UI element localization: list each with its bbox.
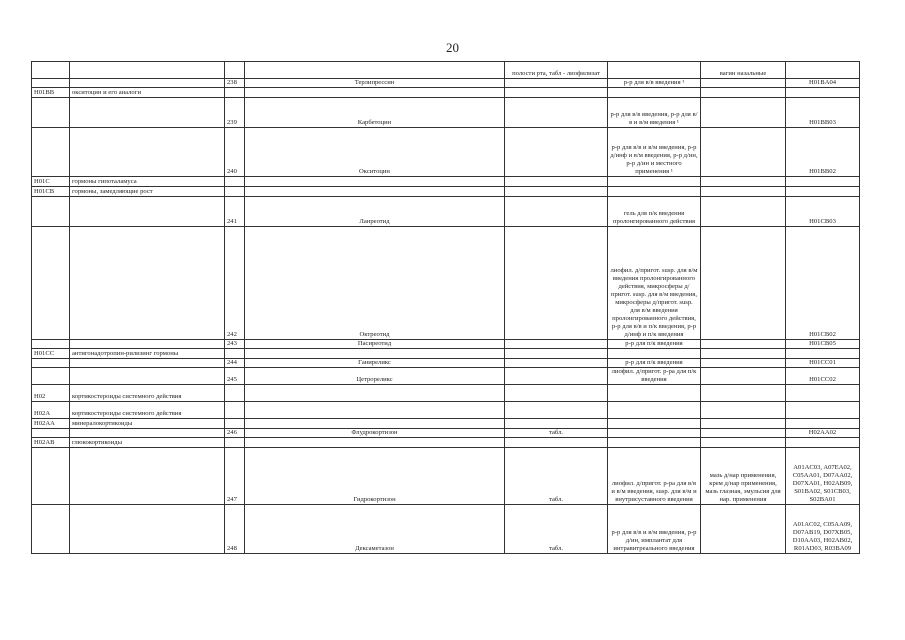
cell-f2 [608,385,701,402]
cell-group [70,429,225,438]
table-row [32,349,860,359]
cell-code: H02AB [32,438,70,448]
cell-code [32,448,70,505]
cell-no: 243 [225,340,245,349]
cell-f2 [608,402,701,419]
table-row [32,187,860,197]
table-row [32,359,860,368]
cell-f3 [701,429,786,438]
cell-atc: H02AA02 [786,429,860,438]
cell-f1 [505,128,608,177]
cell-no [225,438,245,448]
cell-atc: H01BA04 [786,79,860,88]
cell-no [225,419,245,429]
cell-f1: табл. [505,505,608,554]
cell-no: 238 [225,79,245,88]
cell-group [70,79,225,88]
cell-group: гормоны, замедляющие рост [70,187,225,197]
cell-code [32,368,70,385]
cell-f3 [701,438,786,448]
cell-code [32,429,70,438]
cell-no: 248 [225,505,245,554]
cell-f1 [505,98,608,128]
cell-no: 239 [225,98,245,128]
cell-f2 [608,349,701,359]
cell-f2: р-р для в/в введения ¹ [608,79,701,88]
cell-f2 [608,187,701,197]
cell-group [70,62,225,79]
cell-code [32,98,70,128]
cell-name [245,402,505,419]
cell-f3: мазь д/нар применения, крем д/нар применения, мазь глазная, эмульсия для нар. применения [701,448,786,505]
cell-f1 [505,368,608,385]
cell-no [225,62,245,79]
cell-no: 242 [225,227,245,340]
table-row [32,419,860,429]
cell-f3 [701,340,786,349]
cell-f2 [608,419,701,429]
cell-f2: р-р для в/в и в/м введения, р-р д/инф и в/м введения, р-р д/ин, р-р д/ин и местного применения ¹ [608,128,701,177]
table-row [32,128,860,177]
cell-no [225,385,245,402]
cell-f3 [701,359,786,368]
cell-name: Октреотид [245,227,505,340]
cell-code: H01C [32,177,70,187]
cell-atc: H01CB03 [786,197,860,227]
table-row [32,505,860,554]
cell-name: Пасиреотид [245,340,505,349]
cell-code: H01BB [32,88,70,98]
cell-code: H02AA [32,419,70,429]
cell-group [70,340,225,349]
cell-group: окситоцин и его аналоги [70,88,225,98]
cell-code: H01CC [32,349,70,359]
cell-name: Гидрокортизон [245,448,505,505]
table-row [32,79,860,88]
cell-no [225,349,245,359]
cell-f3 [701,177,786,187]
cell-atc [786,349,860,359]
cell-name [245,177,505,187]
cell-f1 [505,385,608,402]
cell-code [32,128,70,177]
table-row [32,340,860,349]
cell-no: 240 [225,128,245,177]
cell-f2: лиофил. д/пригот. р-ра для в/в и в/м введения, susp. для в/м и внутрисуставного введения [608,448,701,505]
cell-group [70,359,225,368]
cell-atc [786,438,860,448]
cell-group [70,448,225,505]
table-row [32,177,860,187]
cell-group [70,197,225,227]
cell-f2: лиофил. д/пригот. susp. для в/м введения пролонгированного действия, микросферы д/пригот. susp. для в/м введения, микросферы д/пригот. susp. для в/м введения пролонгированного действия, р-р для в/в и п/к введения, р-р д/инф и п/к введения [608,227,701,340]
cell-group [70,368,225,385]
cell-code [32,79,70,88]
cell-f1 [505,197,608,227]
cell-name: Ганиреликс [245,359,505,368]
cell-f3 [701,187,786,197]
cell-no: 246 [225,429,245,438]
cell-no: 244 [225,359,245,368]
cell-no [225,88,245,98]
cell-f1 [505,402,608,419]
cell-atc [786,177,860,187]
page-number: 20 [446,40,459,55]
cell-f2: лиофил. д/пригот. р-ра для п/к введения [608,368,701,385]
cell-name: Флудрокортизон [245,429,505,438]
cell-group [70,128,225,177]
cell-no [225,177,245,187]
cell-code [32,197,70,227]
cell-f3 [701,349,786,359]
cell-code: H02 [32,385,70,402]
cell-group [70,98,225,128]
cell-f1: табл. [505,448,608,505]
cell-f1 [505,359,608,368]
cell-name [245,62,505,79]
cell-f3 [701,419,786,429]
cell-group: антигонадотропин-рилизинг гормоны [70,349,225,359]
cell-name: Терлипрессин [245,79,505,88]
cell-atc: H01BB03 [786,98,860,128]
cell-f1 [505,438,608,448]
cell-group: гормоны гипоталамуса [70,177,225,187]
cell-name: Окситоцин [245,128,505,177]
cell-f2 [608,177,701,187]
cell-f1 [505,88,608,98]
cell-f1: полости рта, табл - лиофилизат [505,62,608,79]
cell-f3: вагин назальные [701,62,786,79]
table-row [32,227,860,340]
cell-f2: р-р для в/в и в/м введения, р-р д/ин, имплантат для интравитреального введения [608,505,701,554]
cell-name [245,88,505,98]
cell-f1 [505,349,608,359]
cell-atc [786,187,860,197]
cell-name [245,349,505,359]
cell-atc: H01CC01 [786,359,860,368]
table-row [32,402,860,419]
cell-f1 [505,187,608,197]
cell-code [32,505,70,554]
cell-code: H02A [32,402,70,419]
cell-name: Ланреотид [245,197,505,227]
cell-f1 [505,177,608,187]
cell-no [225,402,245,419]
cell-name [245,419,505,429]
cell-f3 [701,88,786,98]
cell-f1 [505,340,608,349]
cell-atc: H01CB05 [786,340,860,349]
drug-table [31,61,860,554]
cell-f1: табл. [505,429,608,438]
table-row [32,438,860,448]
cell-f2 [608,62,701,79]
cell-f3 [701,227,786,340]
table-row [32,368,860,385]
cell-atc: H01BB02 [786,128,860,177]
cell-f2 [608,88,701,98]
cell-code [32,340,70,349]
cell-f2: р-р для в/в введения, р-р для в/в и в/м введения ¹ [608,98,701,128]
cell-code [32,227,70,340]
cell-f1 [505,227,608,340]
cell-f1 [505,79,608,88]
cell-f2 [608,438,701,448]
cell-atc: A01AC02, C05AA09, D07AB19, D07XB05, D10AA03, H02AB02, R01AD03, R03BA09 [786,505,860,554]
cell-atc [786,385,860,402]
cell-group: кортикостероиды системного действия [70,402,225,419]
cell-f3 [701,128,786,177]
cell-f2: р-р для п/к введения [608,340,701,349]
cell-f3 [701,79,786,88]
cell-code: H01CB [32,187,70,197]
cell-name: Дексаметазон [245,505,505,554]
table-row [32,88,860,98]
cell-f1 [505,419,608,429]
cell-group [70,227,225,340]
cell-f2: гель для п/к введения пролонгированного действия [608,197,701,227]
table-row [32,197,860,227]
cell-f3 [701,98,786,128]
table-row [32,385,860,402]
cell-f3 [701,197,786,227]
cell-group: минералокортикоиды [70,419,225,429]
cell-group [70,505,225,554]
cell-no: 247 [225,448,245,505]
cell-atc [786,88,860,98]
cell-atc [786,419,860,429]
cell-name [245,385,505,402]
cell-f2 [608,429,701,438]
cell-group: кортикостероиды системного действия [70,385,225,402]
cell-group: глюкокортикоиды [70,438,225,448]
table-row [32,429,860,438]
cell-name: Карбетоцин [245,98,505,128]
cell-no: 245 [225,368,245,385]
cell-f3 [701,368,786,385]
cell-no [225,187,245,197]
table-row [32,98,860,128]
cell-atc: A01AC03, A07EA02, C05AA01, D07AA02, D07XA01, H02AB09, S01BA02, S01CB03, S02BA01 [786,448,860,505]
cell-code [32,359,70,368]
table-row [32,448,860,505]
cell-atc [786,62,860,79]
cell-f3 [701,402,786,419]
cell-atc [786,402,860,419]
cell-atc: H01CC02 [786,368,860,385]
cell-code [32,62,70,79]
cell-name [245,438,505,448]
cell-f3 [701,505,786,554]
cell-no: 241 [225,197,245,227]
cell-name: Цетрореликс [245,368,505,385]
cell-f2: р-р для п/к введения [608,359,701,368]
cell-name [245,187,505,197]
cell-atc: H01CB02 [786,227,860,340]
table-row [32,62,860,79]
cell-f3 [701,385,786,402]
